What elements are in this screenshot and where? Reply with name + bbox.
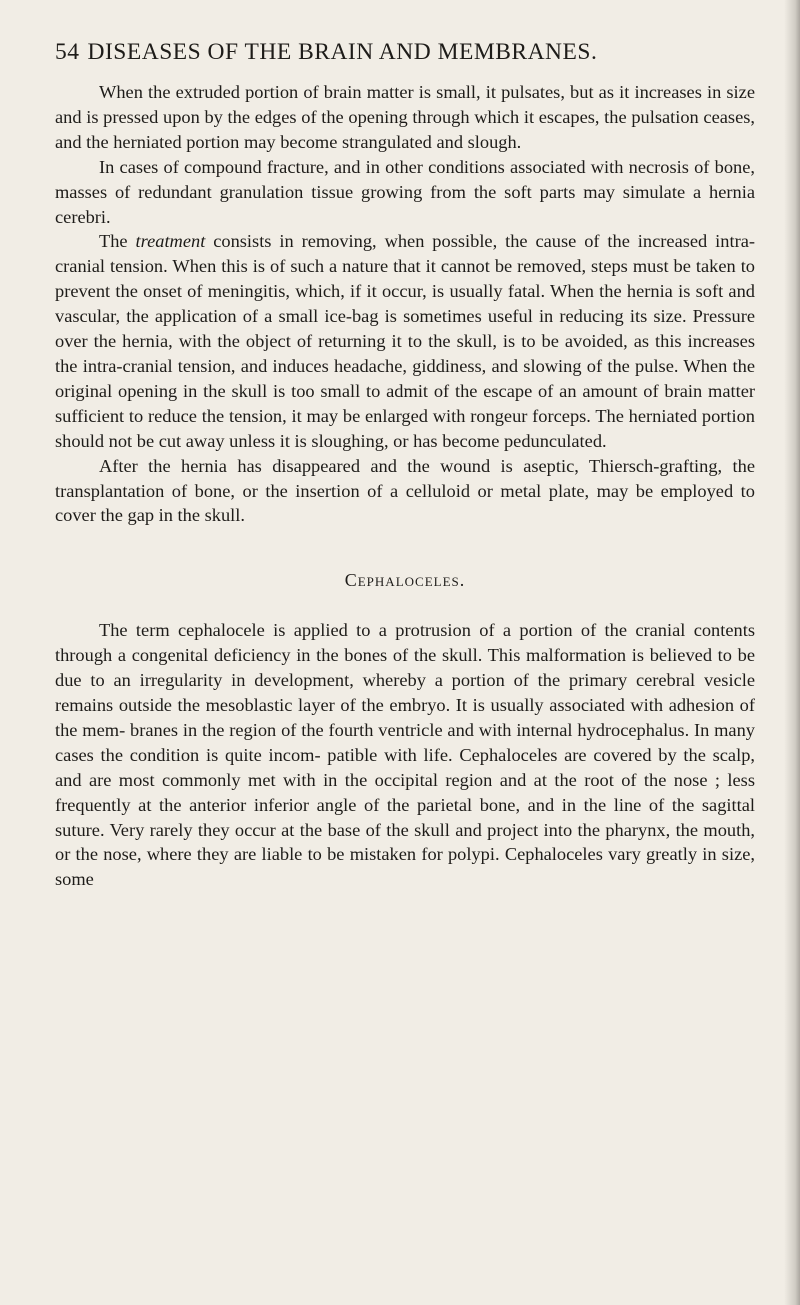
book-page	[55, 38, 755, 892]
paragraph-strangulation: When the extruded portion of brain matter is small, it pulsates, but as it increases in size and is pressed upon by the edges of the opening through which it escapes, the pulsation ceases, and the herniated portion may become strangulated and slough.	[55, 82, 755, 152]
page-edge-shadow	[784, 0, 800, 1305]
paragraph-compound-fracture: In cases of compound fracture, and in other conditions associated with necrosis of bone, masses of redundant granulation tissue growing from the soft parts may simulate a hernia cerebri.	[55, 156, 755, 227]
treatment-emphasis: treatment	[135, 231, 206, 252]
section-heading-cephaloceles: Cephaloceles.	[344, 570, 466, 591]
paragraph-after-hernia: After the hernia has disappeared and the wound is aseptic, Thiersch-grafting, the transplantation of bone, or the insertion of a celluloid or metal plate, may be employed to cover the gap in the skull.	[55, 455, 755, 526]
paragraph-cephalocele-definition: The term cephalocele is applied to a protrusion of a portion of the cranial contents through a congenital deficiency in the bones of the skull. This malformation is believed to be due to an irregularity in development, whereby a portion of the primary cerebral vesicle remains outside the mesoblastic layer of the embryo. It is usually associated with adhesion of the mem- branes in the region of the fourth ventricle and with internal hydrocephalus. In many cases the condition is quite incom- patible with life. Cephaloceles are covered by the scalp, and are most commonly met with in the occipital region and at the root of the nose ; less frequently at the anterior inferior angle of the parietal bone, and in the line of the sagittal suture. Very rarely they occur at the base of the skull and project into the pharynx, the mouth, or the nose, where they are liable to be mistaken for polypi. Cephaloceles vary greatly in size, some	[55, 620, 755, 890]
paragraph-treatment: The treatment consists in removing, when possible, the cause of the increased intra-cranial tension. When this is of such a nature that it cannot be removed, steps must be taken to prevent the onset of meningitis, which, if it occur, is usually fatal. When the hernia is soft and vascular, the application of a small ice-bag is sometimes useful in reducing its size. Pressure over the hernia, with the object of returning it to the skull, is to be avoided, as this increases the intra-cranial tension, and induces headache, giddiness, and slowing of the pulse. When the original opening in the skull is too small to admit of the escape of an amount of brain matter sufficient to reduce the tension, it may be enlarged with rongeur forceps. The herniated portion should not be cut away unless it is sloughing, or has become pedunculated.	[55, 231, 755, 451]
body-text-top	[55, 80, 755, 528]
body-text-bottom	[55, 618, 755, 892]
running-title: DISEASES OF THE BRAIN AND MEMBRANES.	[87, 39, 598, 65]
running-header	[55, 38, 755, 66]
page-number: 54	[55, 39, 80, 65]
